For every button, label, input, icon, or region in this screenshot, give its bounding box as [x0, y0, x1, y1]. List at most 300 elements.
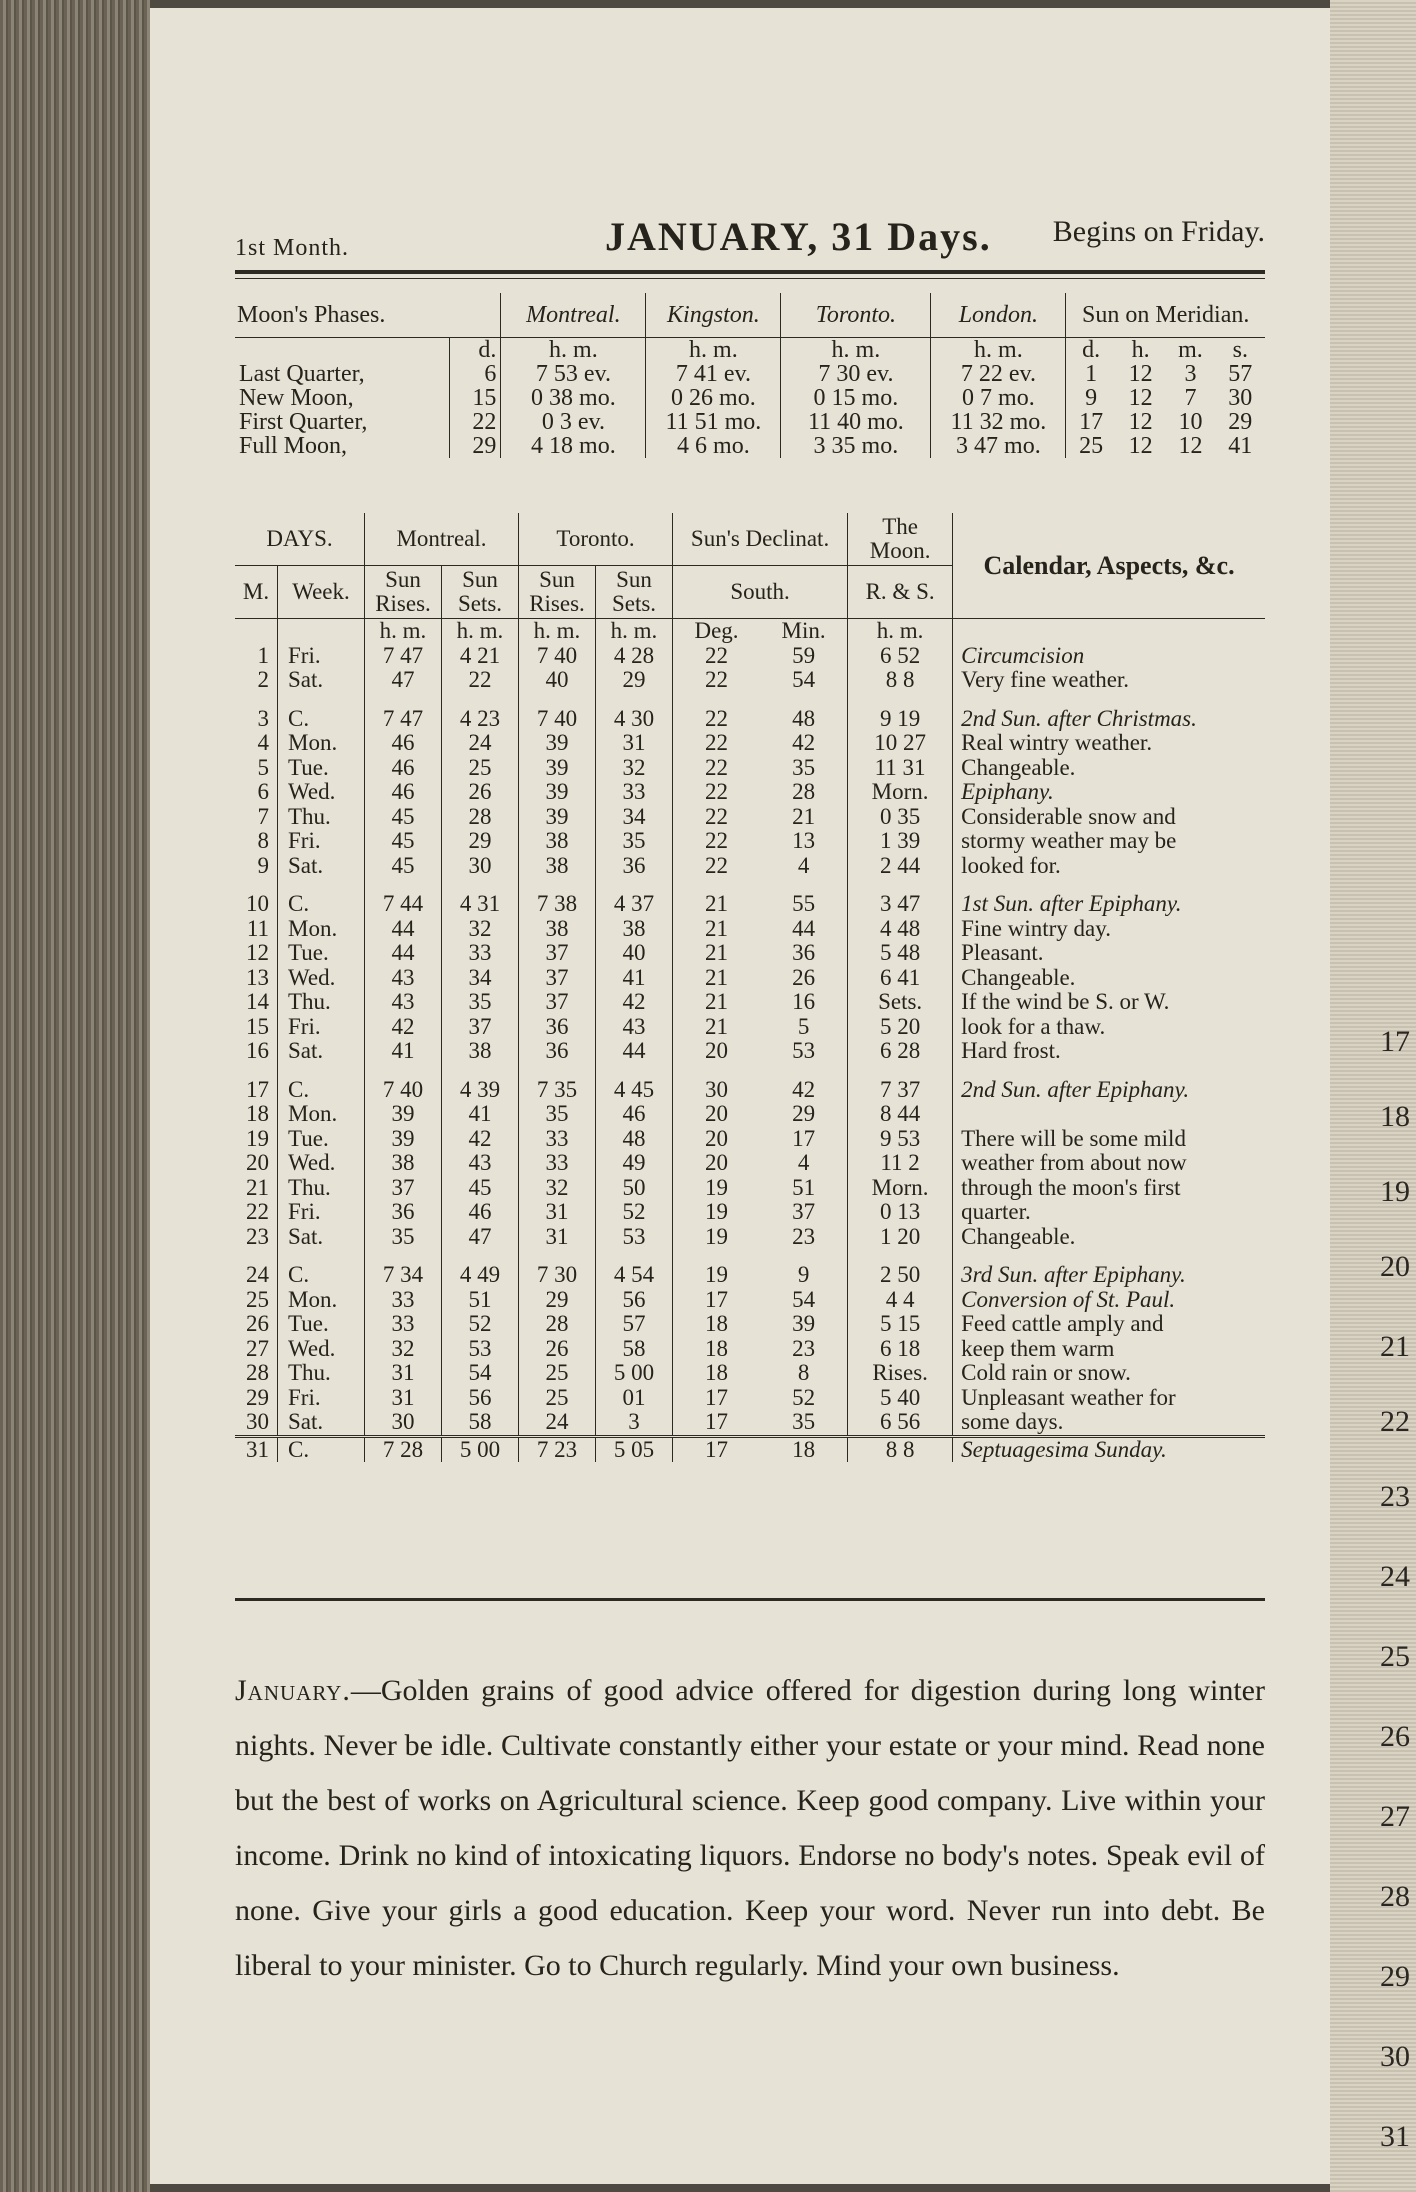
day-number: 1 [257, 642, 269, 668]
declination-degrees: 19 [673, 1225, 761, 1250]
london-header: London. [931, 293, 1066, 338]
day-row [235, 805, 1265, 830]
unit-cell: h. m. [848, 619, 953, 644]
montreal-sunrise: 42 [365, 1015, 442, 1040]
phase-montreal: 0 3 ev. [501, 410, 646, 434]
day-number: 6 [257, 779, 269, 804]
unit-cell: d. [1066, 338, 1116, 363]
phase-units-row [235, 338, 1265, 363]
calendar-aspects-header: Calendar, Aspects, &c. [953, 513, 1265, 619]
declination-degrees: 19 [673, 1200, 761, 1225]
montreal-sunrise: 45 [365, 805, 442, 830]
adjacent-page-number: 21 [1380, 1330, 1410, 1363]
toronto-sunrise: 7 23 [519, 1436, 596, 1462]
montreal-sunrise: 37 [365, 1176, 442, 1201]
day-row [235, 1078, 1265, 1103]
moon-rise-set: 5 15 [848, 1312, 953, 1337]
calendar-note: Epiphany. [953, 780, 1265, 805]
separator-cell [673, 1249, 761, 1263]
adjacent-page-number: 22 [1380, 1405, 1410, 1438]
montreal-sunset: 24 [442, 731, 519, 756]
montreal-sunset: 43 [442, 1151, 519, 1176]
day-number: 27 [246, 1335, 269, 1361]
toronto-sunrise: 7 38 [519, 892, 596, 917]
montreal-sunrise: 7 28 [365, 1436, 442, 1462]
montreal-sunset: 58 [442, 1410, 519, 1436]
separator-cell [760, 693, 848, 707]
phase-name: Last Quarter, [239, 361, 365, 387]
moon-rise-set: 4 48 [848, 917, 953, 942]
phase-sun-h: 12 [1128, 385, 1153, 411]
day-number: 2 [257, 667, 269, 692]
declination-degrees: 22 [673, 805, 761, 830]
toronto-sunset: 35 [596, 829, 673, 854]
phase-d: 29 [449, 434, 501, 458]
weekday: Fri. [278, 829, 365, 854]
toronto-sunset: 56 [596, 1288, 673, 1313]
calendar-note: Conversion of St. Paul. [953, 1288, 1265, 1313]
day-number: 29 [246, 1384, 269, 1410]
toronto-sunrise: 7 30 [519, 1263, 596, 1288]
day-number: 10 [246, 891, 269, 916]
declination-minutes: 59 [792, 642, 816, 668]
weekday: C. [278, 1263, 365, 1288]
moon-rise-set: 2 50 [848, 1263, 953, 1288]
declination-degrees: 21 [673, 1015, 761, 1040]
weekday: C. [278, 1078, 365, 1103]
toronto-sunrise: 36 [519, 1015, 596, 1040]
toronto-sunset: 4 30 [596, 707, 673, 732]
phase-d: 15 [449, 386, 501, 410]
montreal-sunset: 30 [442, 854, 519, 879]
moon-rise-set: Sets. [848, 990, 953, 1015]
declination-minutes: 44 [792, 915, 816, 941]
unit-cell: Min. [781, 618, 826, 643]
separator-cell [848, 693, 953, 707]
toronto-sunset: 36 [596, 854, 673, 879]
phase-row [235, 386, 1265, 410]
book-spine-edge [0, 0, 150, 2192]
calendar-note: Changeable. [953, 756, 1265, 781]
separator-cell [596, 1249, 673, 1263]
day-row [235, 644, 1265, 669]
adjacent-page-number: 28 [1380, 1880, 1410, 1913]
day-row [235, 917, 1265, 942]
calendar-note: Changeable. [953, 1225, 1265, 1250]
page-title: JANUARY, 31 Days. [605, 214, 992, 259]
separator-cell [278, 878, 365, 892]
moon-rise-set: 11 2 [848, 1151, 953, 1176]
montreal-sunset: 45 [442, 1176, 519, 1201]
weekday: Tue. [278, 1127, 365, 1152]
toronto-sunset: 34 [596, 805, 673, 830]
moon-header: The Moon. [848, 513, 953, 566]
phase-montreal: 4 18 mo. [501, 434, 646, 458]
montreal-sunset: 35 [442, 990, 519, 1015]
adjacent-page-edge [1330, 0, 1416, 2192]
toronto-sunrise: 35 [519, 1102, 596, 1127]
declination-degrees: 19 [673, 1263, 761, 1288]
day-number: 24 [246, 1262, 269, 1287]
declination-minutes: 36 [792, 940, 816, 965]
phase-sun-d: 25 [1066, 434, 1116, 458]
montreal-sunrise: 46 [365, 731, 442, 756]
phase-toronto: 7 30 ev. [781, 362, 931, 386]
phase-kingston: 7 41 ev. [646, 362, 781, 386]
day-row [235, 1127, 1265, 1152]
weekday: Fri. [278, 644, 365, 669]
separator-cell [953, 693, 1265, 707]
montreal-sunset: 51 [442, 1288, 519, 1313]
moon-rise-set: 6 28 [848, 1039, 953, 1064]
phase-sun-m: 12 [1178, 433, 1203, 459]
declination-degrees: 21 [673, 966, 761, 991]
toronto-sunset: 4 37 [596, 892, 673, 917]
week-separator [235, 1064, 1265, 1078]
weekday: Fri. [278, 1015, 365, 1040]
phase-name: New Moon, [239, 385, 354, 411]
day-number: 12 [246, 940, 269, 965]
day-row [235, 892, 1265, 917]
weekday: Sat. [278, 854, 365, 879]
separator-cell [519, 1064, 596, 1078]
declination-minutes: 9 [797, 1262, 810, 1287]
day-row [235, 1039, 1265, 1064]
weekday: Tue. [278, 941, 365, 966]
declination-minutes: 26 [792, 964, 816, 990]
advice-lead: January. [235, 1674, 351, 1707]
toronto-sunrise: 33 [519, 1151, 596, 1176]
day-number: 13 [246, 964, 269, 990]
day-number: 26 [246, 1311, 269, 1336]
montreal-sunrise: 46 [365, 780, 442, 805]
calendar-note: Unpleasant weather for [953, 1386, 1265, 1411]
declination-minutes: 42 [792, 730, 816, 755]
separator-cell [953, 1064, 1265, 1078]
phase-kingston: 4 6 mo. [646, 434, 781, 458]
unit-cell: h. m. [365, 619, 442, 644]
declination-degrees: 21 [673, 941, 761, 966]
toronto-rises-header: Sun Rises. [519, 566, 596, 619]
phase-sun-s: 29 [1228, 409, 1253, 435]
day-row [235, 829, 1265, 854]
adjacent-page-number: 17 [1380, 1025, 1410, 1058]
unit-cell: m. [1178, 337, 1203, 363]
table-bottom-rule [235, 1598, 1265, 1601]
declination-minutes: 23 [792, 1335, 816, 1361]
separator-cell [673, 878, 761, 892]
declination-degrees: 21 [673, 917, 761, 942]
moon-rise-set: 1 39 [848, 829, 953, 854]
calendar-note: If the wind be S. or W. [953, 990, 1265, 1015]
moon-rise-set: 6 18 [848, 1337, 953, 1362]
montreal-sunrise: 43 [365, 990, 442, 1015]
declination-minutes: 42 [792, 1076, 816, 1102]
moon-rise-set: 0 35 [848, 805, 953, 830]
calendar-note: Feed cattle amply and [953, 1312, 1265, 1337]
day-number: 8 [257, 828, 269, 853]
moon-rise-set: 6 52 [848, 644, 953, 669]
montreal-sunset: 52 [442, 1312, 519, 1337]
toronto-sunrise: 25 [519, 1386, 596, 1411]
montreal-sunset: 5 00 [442, 1436, 519, 1462]
declination-minutes: 54 [792, 1286, 816, 1312]
moon-rise-set: Morn. [848, 1176, 953, 1201]
declination-minutes: 35 [792, 754, 816, 780]
montreal-sunrise: 7 44 [365, 892, 442, 917]
moon-rise-set: 11 31 [848, 756, 953, 781]
toronto-sunset: 53 [596, 1225, 673, 1250]
toronto-sunset: 41 [596, 966, 673, 991]
adjacent-page-number: 24 [1380, 1560, 1410, 1593]
phase-name: First Quarter, [239, 409, 368, 435]
declination-degrees: 22 [673, 854, 761, 879]
montreal-sunrise: 33 [365, 1288, 442, 1313]
declination-minutes: 29 [792, 1101, 816, 1126]
montreal-sets-header: Sun Sets. [442, 566, 519, 619]
declination-header: Sun's Declinat. [673, 513, 848, 566]
moon-rise-set: 1 20 [848, 1225, 953, 1250]
day-number: 28 [246, 1360, 269, 1385]
separator-cell [760, 1249, 848, 1263]
declination-minutes: 35 [792, 1409, 816, 1434]
day-row [235, 1410, 1265, 1436]
m-header: M. [235, 566, 278, 619]
declination-degrees: 17 [673, 1288, 761, 1313]
calendar-note: 2nd Sun. after Epiphany. [953, 1078, 1265, 1103]
toronto-sets-header: Sun Sets. [596, 566, 673, 619]
day-number: 30 [246, 1409, 269, 1434]
montreal-sunset: 33 [442, 941, 519, 966]
declination-degrees: 20 [673, 1039, 761, 1064]
separator-cell [596, 693, 673, 707]
montreal-sunset: 37 [442, 1015, 519, 1040]
calendar-note: 1st Sun. after Epiphany. [953, 892, 1265, 917]
montreal-sunset: 42 [442, 1127, 519, 1152]
calendar-note: Cold rain or snow. [953, 1361, 1265, 1386]
declination-degrees: 22 [673, 731, 761, 756]
calendar-units-row [235, 619, 1265, 644]
moon-rise-set: 7 37 [848, 1078, 953, 1103]
day-number: 7 [257, 803, 269, 829]
separator-cell [235, 693, 278, 707]
day-number: 18 [246, 1101, 269, 1126]
toronto-sunrise: 36 [519, 1039, 596, 1064]
toronto-sunset: 29 [596, 668, 673, 693]
moon-rise-set: 5 48 [848, 941, 953, 966]
moon-rise-set: 0 13 [848, 1200, 953, 1225]
adjacent-page-number: 23 [1380, 1480, 1410, 1513]
declination-minutes: 28 [792, 779, 816, 804]
declination-degrees: 18 [673, 1361, 761, 1386]
day-row [235, 1225, 1265, 1250]
weekday: Fri. [278, 1200, 365, 1225]
phase-london: 11 32 mo. [931, 410, 1066, 434]
moon-rise-set: 8 44 [848, 1102, 953, 1127]
weekday: Tue. [278, 1312, 365, 1337]
day-row [235, 1176, 1265, 1201]
toronto-sunrise: 31 [519, 1225, 596, 1250]
montreal-sunset: 47 [442, 1225, 519, 1250]
moon-rise-set: 9 19 [848, 707, 953, 732]
weekday: Thu. [278, 1361, 365, 1386]
weekday: Wed. [278, 1151, 365, 1176]
montreal-sunrise: 35 [365, 1225, 442, 1250]
toronto-sunset: 4 54 [596, 1263, 673, 1288]
montreal-sunset: 54 [442, 1361, 519, 1386]
unit-cell: h. m. [501, 338, 646, 363]
declination-minutes: 48 [792, 705, 816, 731]
declination-degrees: 22 [673, 780, 761, 805]
toronto-sunset: 4 28 [596, 644, 673, 669]
montreal-sunrise: 7 47 [365, 644, 442, 669]
moon-rise-set: 6 41 [848, 966, 953, 991]
weekday: C. [278, 1436, 365, 1462]
calendar-note: 3rd Sun. after Epiphany. [953, 1263, 1265, 1288]
phase-row [235, 410, 1265, 434]
montreal-sunset: 26 [442, 780, 519, 805]
toronto-sunrise: 40 [519, 668, 596, 693]
declination-minutes: 4 [797, 852, 810, 878]
separator-cell [365, 878, 442, 892]
page-header [235, 203, 1265, 263]
toronto-sunrise: 38 [519, 829, 596, 854]
toronto-sunset: 31 [596, 731, 673, 756]
montreal-sunrise: 36 [365, 1200, 442, 1225]
calendar-note: look for a thaw. [953, 1015, 1265, 1040]
declination-degrees: 18 [673, 1337, 761, 1362]
calendar-note: quarter. [953, 1200, 1265, 1225]
phase-sun-h: 12 [1128, 361, 1153, 387]
day-number: 31 [235, 1436, 278, 1462]
declination-degrees: 17 [673, 1386, 761, 1411]
separator-cell [235, 878, 278, 892]
toronto-sunset: 4 45 [596, 1078, 673, 1103]
separator-cell [442, 878, 519, 892]
toronto-sunset: 58 [596, 1337, 673, 1362]
day-row [235, 1361, 1265, 1386]
montreal-sunrise: 44 [365, 917, 442, 942]
weekday: Fri. [278, 1386, 365, 1411]
declination-minutes: 17 [792, 1125, 816, 1151]
advice-text: —Golden grains of good advice offered for digestion during long winter nights. Never be idle. Cultivate constantly either your estate or your mind. Read none but the best of works on Agricultural science. Keep good company. Live within your income. Drink no kind of intoxicating liquors. Endorse no body's notes. Speak evil of none. Give your girls a good education. Keep your word. Never run into debt. Be liberal to your minister. Go to Church regularly. Mind your own business. [235, 1674, 1265, 1982]
adjacent-page-number: 26 [1380, 1720, 1410, 1753]
montreal-sunrise: 39 [365, 1127, 442, 1152]
toronto-sunset: 48 [596, 1127, 673, 1152]
weekday: Mon. [278, 917, 365, 942]
montreal-sunrise: 31 [365, 1361, 442, 1386]
day-row [235, 668, 1265, 693]
header-rule [235, 270, 1265, 274]
toronto-sunrise: 25 [519, 1361, 596, 1386]
phase-sun-m: 7 [1184, 385, 1197, 411]
phase-toronto: 0 15 mo. [781, 386, 931, 410]
declination-degrees: 21 [673, 990, 761, 1015]
almanac-page [150, 8, 1330, 2184]
adjacent-page-number: 27 [1380, 1800, 1410, 1833]
phase-d: 22 [449, 410, 501, 434]
toronto-header: Toronto. [519, 513, 673, 566]
phase-row [235, 434, 1265, 458]
day-row [235, 1337, 1265, 1362]
day-row [235, 756, 1265, 781]
unit-cell: d. [449, 338, 501, 363]
day-row [235, 707, 1265, 732]
weekday: Thu. [278, 1176, 365, 1201]
declination-degrees: 22 [673, 644, 761, 669]
unit-cell: h. m. [519, 619, 596, 644]
declination-minutes: 37 [792, 1199, 816, 1224]
weekday: Sat. [278, 668, 365, 693]
montreal-sunset: 46 [442, 1200, 519, 1225]
toronto-sunrise: 24 [519, 1410, 596, 1436]
toronto-sunset: 49 [596, 1151, 673, 1176]
unit-cell: h. m. [442, 619, 519, 644]
separator-cell [278, 693, 365, 707]
toronto-sunrise: 38 [519, 854, 596, 879]
calendar-note [953, 1102, 1265, 1127]
days-header: DAYS. [235, 513, 365, 566]
phase-row [235, 362, 1265, 386]
moon-rise-set: 5 40 [848, 1386, 953, 1411]
toronto-sunrise: 7 35 [519, 1078, 596, 1103]
day-row [235, 1386, 1265, 1411]
day-number: 22 [246, 1199, 269, 1224]
separator-cell [235, 1064, 278, 1078]
unit-cell: h. m. [781, 338, 931, 363]
separator-cell [365, 1249, 442, 1263]
weekday: Mon. [278, 731, 365, 756]
unit-cell: h. [1131, 337, 1150, 363]
toronto-sunrise: 39 [519, 756, 596, 781]
separator-cell [848, 1249, 953, 1263]
separator-cell [673, 693, 761, 707]
declination-degrees: 18 [673, 1312, 761, 1337]
declination-degrees: 22 [673, 707, 761, 732]
weekday: Thu. [278, 805, 365, 830]
moon-rise-set: Morn. [848, 780, 953, 805]
day-row [235, 1015, 1265, 1040]
moon-rise-set: 9 53 [848, 1127, 953, 1152]
phases-header: Moon's Phases. [235, 293, 501, 338]
toronto-sunset: 5 05 [596, 1436, 673, 1462]
day-number: 3 [257, 705, 269, 731]
weekday: Wed. [278, 780, 365, 805]
phase-name: Full Moon, [239, 433, 348, 459]
declination-minutes: 51 [792, 1174, 816, 1200]
toronto-sunset: 42 [596, 990, 673, 1015]
toronto-sunrise: 37 [519, 966, 596, 991]
phase-d: 6 [449, 362, 501, 386]
unit-cell: h. m. [646, 338, 781, 363]
day-number: 5 [257, 754, 269, 780]
day-number: 21 [246, 1174, 269, 1200]
phase-london: 7 22 ev. [931, 362, 1066, 386]
declination-minutes: 13 [792, 828, 816, 853]
declination-degrees: 17 [673, 1410, 761, 1436]
weekday: Mon. [278, 1102, 365, 1127]
adjacent-page-number: 29 [1380, 1960, 1410, 1993]
declination-minutes: 8 [797, 1360, 810, 1385]
separator-cell [442, 693, 519, 707]
phase-kingston: 11 51 mo. [646, 410, 781, 434]
weekday: Sat. [278, 1039, 365, 1064]
kingston-header: Kingston. [646, 293, 781, 338]
montreal-rises-header: Sun Rises. [365, 566, 442, 619]
day-number: 9 [257, 852, 269, 878]
declination-minutes: 21 [792, 803, 816, 829]
montreal-sunset: 4 31 [442, 892, 519, 917]
